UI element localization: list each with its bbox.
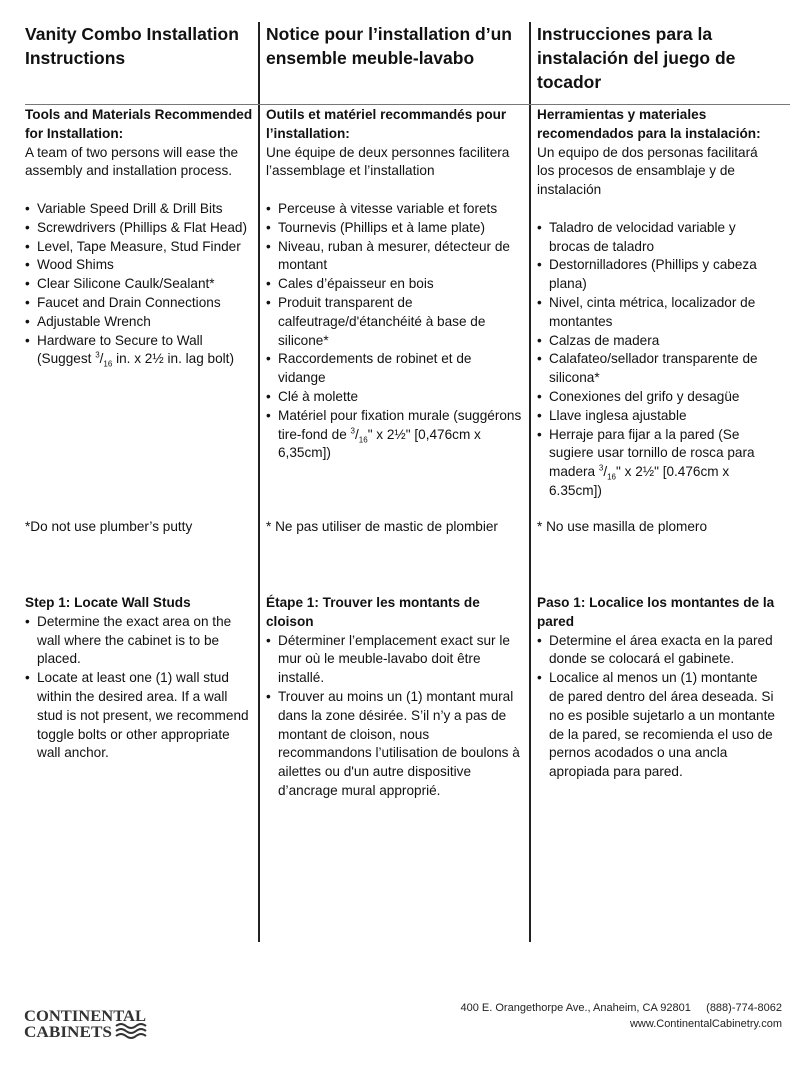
continental-cabinets-logo	[24, 1004, 150, 1044]
list-item: • Adjustable Wrench	[25, 313, 253, 332]
list-item: • Niveau, ruban à mesurer, détecteur de montant	[266, 238, 522, 276]
list-item: • Matériel pour fixation murale (suggérons tire-fond de $^3/_{16}$" x 2½" [0,476cm x 6,35cm])	[266, 407, 522, 463]
list-item: • Perceuse à vitesse variable et forets	[266, 200, 522, 219]
tools-intro: Un equipo de dos personas facilitará los procesos de ensamblaje y de instalación	[537, 144, 758, 198]
list-item: • Wood Shims	[25, 256, 253, 275]
tools-intro: A team of two persons will ease the assembly and installation process.	[25, 144, 239, 179]
list-item: • Produit transparent de calfeutrage/d'étanchéité à base de silicone*	[266, 294, 522, 350]
tools-section	[25, 106, 253, 369]
list-item: • Raccordements de robinet et de vidange	[266, 350, 522, 388]
list-item: • Clear Silicone Caulk/Sealant*	[25, 275, 253, 294]
tools-list	[25, 200, 253, 369]
list-item: • Determine el área exacta en la pared donde se colocará el gabinete.	[537, 632, 775, 670]
list-item: • Llave inglesa ajustable	[537, 407, 775, 426]
list-item: • Clé à molette	[266, 388, 522, 407]
list-item: • Hardware to Secure to Wall (Suggest $^3/_{16}$ in. x 2½ in. lag bolt)	[25, 332, 253, 370]
list-item: • Déterminer l’emplacement exact sur le mur où le meuble-lavabo doit être installé.	[266, 632, 522, 688]
list-item: • Localice al menos un (1) montante de pared dentro del área deseada. Si no es posible sujetarlo a un montante de la pared, se recomienda el uso de pernos acodados o una ancla apropiada para pared.	[537, 669, 775, 782]
column-divider-1	[258, 22, 260, 942]
tools-list	[266, 200, 522, 463]
step-heading: Paso 1: Localice los montantes de la pared	[537, 595, 775, 629]
column-title: Instrucciones para la instalación del juego de tocador	[537, 24, 736, 92]
column-divider-2	[529, 22, 531, 942]
list-item: • Determine the exact area on the wall where the cabinet is to be placed.	[25, 613, 253, 669]
list-item: • Calzas de madera	[537, 332, 775, 351]
footer-phone: (888)-774-8062	[706, 1002, 782, 1014]
logo-wave-icon	[116, 1034, 146, 1038]
list-item: • Cales d’épaisseur en bois	[266, 275, 522, 294]
footer-address: 400 E. Orangethorpe Ave., Anaheim, CA 92801	[460, 1002, 691, 1014]
list-item: • Calafateo/sellador transparente de silicona*	[537, 350, 775, 388]
putty-note: *Do not use plumber’s putty	[25, 519, 193, 534]
step-1-section	[266, 594, 522, 801]
tools-section	[266, 106, 522, 463]
step-list	[266, 632, 522, 801]
tools-heading: Herramientas y materiales recomendados para la instalación:	[537, 107, 761, 141]
step-heading: Étape 1: Trouver les montants de cloison	[266, 595, 480, 629]
list-item: • Conexiones del grifo y desagüe	[537, 388, 775, 407]
footer-website[interactable]: www.ContinentalCabinetry.com	[629, 1018, 782, 1030]
step-1-section	[25, 594, 253, 763]
step-list	[25, 613, 253, 763]
list-item: • Variable Speed Drill & Drill Bits	[25, 200, 253, 219]
list-item: • Taladro de velocidad variable y brocas de taladro	[537, 219, 775, 257]
tools-heading: Tools and Materials Recommended for Installation:	[25, 107, 253, 141]
tools-heading: Outils et matériel recommandés pour l’installation:	[266, 107, 507, 141]
step-heading: Step 1: Locate Wall Studs	[25, 595, 191, 610]
logo-line-1: CONTINENTAL	[24, 1008, 146, 1025]
tools-intro: Une équipe de deux personnes facilitera l’assemblage et l’installation	[266, 144, 510, 179]
step-list	[537, 632, 775, 782]
list-item: • Tournevis (Phillips et à lame plate)	[266, 219, 522, 238]
column-title: Vanity Combo Installation Instructions	[25, 24, 239, 68]
list-item: • Herraje para fijar a la pared (Se sugiere usar tornillo de rosca para madera $^3/_{16}$" x 2½" [0.476cm x 6.35cm])	[537, 426, 775, 501]
list-item: • Locate at least one (1) wall stud within the desired area. If a wall stud is not present, we recommend toggle bolts or other appropriate wall anchor.	[25, 669, 253, 763]
list-item: • Screwdrivers (Phillips & Flat Head)	[25, 219, 253, 238]
header-divider	[25, 104, 790, 105]
tools-section	[537, 106, 775, 501]
putty-note: * No use masilla de plomero	[537, 519, 708, 534]
logo-wave-icon	[116, 1029, 146, 1033]
step-1-section	[537, 594, 775, 782]
tools-list	[537, 219, 775, 501]
list-item: • Level, Tape Measure, Stud Finder	[25, 238, 253, 257]
list-item: • Nivel, cinta métrica, localizador de montantes	[537, 294, 775, 332]
list-item: • Faucet and Drain Connections	[25, 294, 253, 313]
logo-line-2: CABINETS	[24, 1024, 113, 1041]
footer-contact	[461, 1000, 782, 1032]
list-item: • Trouver au moins un (1) montant mural dans la zone désirée. S’il n’y a pas de montant de cloison, nous recommandons l’utilisation de boulons à ailettes ou d'un autre dispositive d’ancrage mural approprié.	[266, 688, 522, 801]
list-item: • Destornilladores (Phillips y cabeza plana)	[537, 256, 775, 294]
column-title: Notice pour l’installation d’un ensemble meuble-lavabo	[266, 24, 512, 68]
putty-note: * Ne pas utiliser de mastic de plombier	[266, 519, 498, 534]
